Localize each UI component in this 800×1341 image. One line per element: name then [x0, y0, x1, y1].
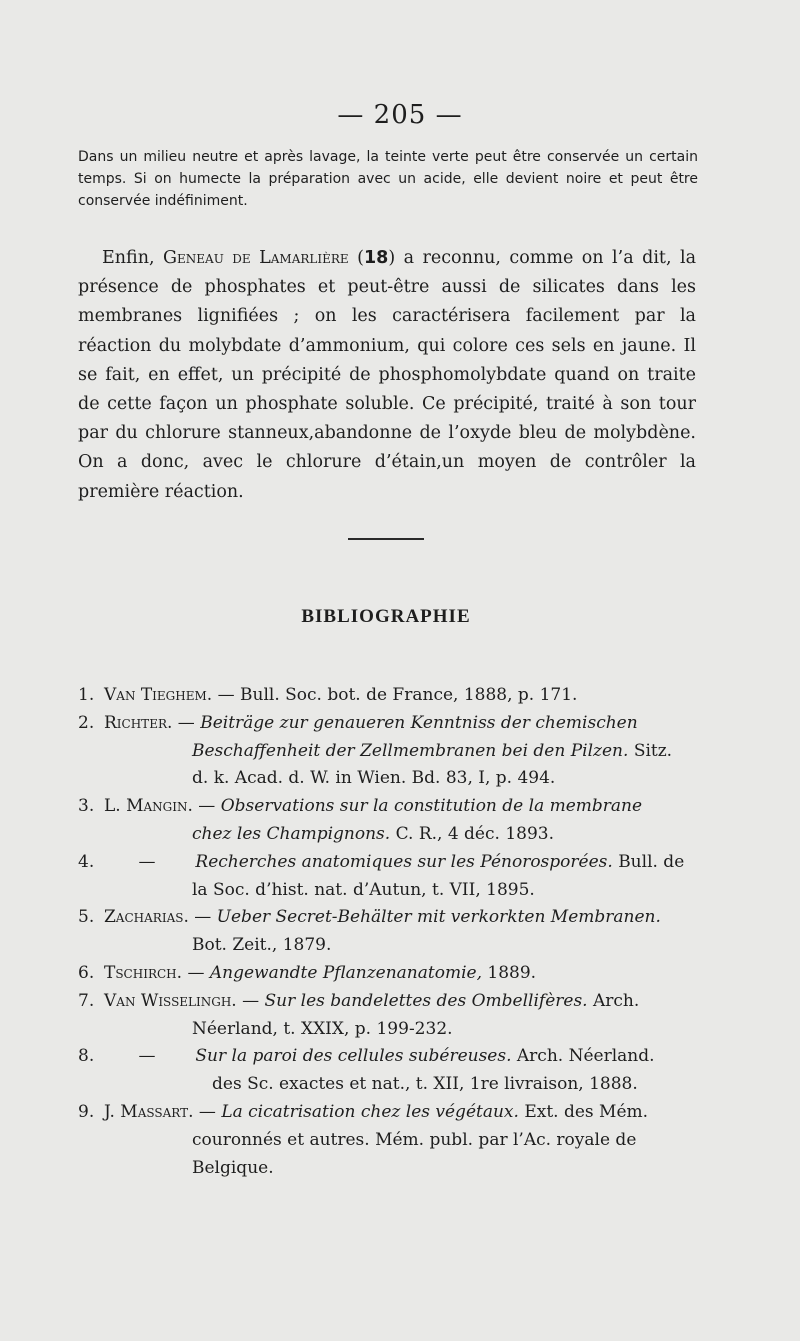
entry-number: 6.	[78, 962, 95, 983]
entry-title-continued: Beschaffenheit der Zellmembranen bei den Pilzen.	[192, 740, 629, 761]
entry-number: 4.	[78, 851, 95, 872]
entry-number: 3.	[78, 796, 95, 817]
entry-title-continued: chez les Champignons.	[192, 823, 391, 844]
entry-source: Bull. de	[618, 851, 685, 872]
bibliography-entry	[78, 1043, 698, 1099]
ref-close: )	[388, 248, 396, 268]
entry-separator: —	[236, 990, 265, 1011]
entry-author: Zacharias.	[104, 907, 189, 928]
entry-source: 1889.	[487, 962, 537, 983]
entry-source-continued: la Soc. d’hist. nat. d’Autun, t. VII, 1895.	[192, 879, 535, 900]
entry-title: Sur la paroi des cellules subéreuses.	[195, 1046, 512, 1067]
intro-paragraph: Dans un milieu neutre et après lavage, la teinte verte peut être conservée un certain temps. Si on humecte la préparation avec un acide, elle devient noire et peut être conservée indéfiniment.	[78, 149, 698, 209]
entry-title: Angewandte Pflanzenanatomie,	[209, 962, 482, 983]
entry-title: Observations sur la constitution de la membrane	[220, 796, 643, 817]
entry-author: L. Mangin.	[104, 796, 193, 817]
entry-author: Van Tieghem.	[104, 685, 213, 705]
main-paragraph-lead: Enfin,	[102, 248, 164, 268]
entry-title: Ueber Secret-Behälter mit verkorkten Membranen.	[216, 907, 661, 928]
entry-source: Bull. Soc. bot. de France, 1888, p. 171.	[240, 685, 578, 705]
entry-source-continued: Néerland, t. XXIX, p. 199-232.	[192, 1018, 453, 1039]
bibliography-entry	[78, 1099, 698, 1182]
entry-author: Van Wisselingh.	[104, 990, 237, 1011]
entry-source: C. R., 4 déc. 1893.	[395, 823, 554, 844]
entry-source: Sitz.	[633, 740, 673, 761]
bibliography-entry	[78, 904, 698, 960]
ref-open: (	[348, 248, 364, 268]
entry-separator: —	[188, 907, 217, 928]
entry-number: 9.	[78, 1101, 95, 1122]
bibliography-entry	[78, 849, 698, 905]
entry-title: Beiträge zur genaueren Kenntniss der chemischen	[200, 712, 638, 733]
entry-source: Arch.	[593, 990, 640, 1011]
entry-number: 7.	[78, 990, 95, 1011]
bibliography-entry	[78, 960, 698, 988]
entry-source-continued: d. k. Acad. d. W. in Wien. Bd. 83, I, p. 494.	[192, 768, 556, 789]
entry-source-continued: Belgique.	[192, 1157, 274, 1178]
entry-author-ditto: —	[138, 1046, 156, 1067]
entry-title: Recherches anatomiques sur les Pénorosporées.	[195, 851, 613, 872]
main-paragraph	[78, 244, 696, 507]
entry-author: Richter.	[104, 712, 173, 733]
entry-separator: —	[193, 1101, 222, 1122]
entry-author-ditto: —	[138, 851, 156, 872]
entry-number: 1.	[78, 685, 95, 705]
bibliography-heading: BIBLIOGRAPHIE	[301, 606, 471, 627]
section-divider	[348, 538, 424, 540]
bibliography-list	[78, 682, 698, 1182]
entry-number: 2.	[78, 712, 95, 733]
entry-source: Arch. Néerland.	[516, 1046, 655, 1067]
entry-title: Sur les bandelettes des Ombellifères.	[264, 990, 588, 1011]
reference-number: 18	[363, 248, 389, 268]
entry-number: 8.	[78, 1046, 95, 1067]
entry-source: Ext. des Mém.	[524, 1101, 649, 1122]
main-paragraph-body: a reconnu, comme on l’a dit, la présence de phosphates et peut-être aussi de silicates dans les membranes lignifiées ; on les caractérisera facilement par la réaction du molybdate d’ammonium, qui colore ces sels en jaune. Il se fait, en effet, un précipité de phosphomolybdate quand on traite de cette façon un phosphate soluble. Ce précipité, traité à son tour par du chlorure stanneux,abandonne de l’oxyde bleu de molybdène. On a donc, avec le chlorure d’étain,un moyen de contrôler la première réaction.	[78, 248, 697, 502]
bibliography-entry	[78, 988, 698, 1044]
bibliography-entry	[78, 682, 698, 710]
entry-source-continued: des Sc. exactes et nat., t. XII, 1re livraison, 1888.	[212, 1074, 638, 1095]
entry-separator: —	[192, 796, 221, 817]
entry-title: La cicatrisation chez les végétaux.	[221, 1101, 519, 1122]
bibliography-entry	[78, 710, 698, 793]
entry-source-continued: couronnés et autres. Mém. publ. par l’Ac. royale de	[192, 1129, 637, 1150]
entry-author: J. Massart.	[104, 1101, 194, 1122]
cited-author: Geneau de Lamarlière	[163, 248, 349, 268]
entry-number: 5.	[78, 907, 95, 928]
entry-separator: —	[212, 685, 240, 705]
entry-author: Tschirch.	[104, 962, 183, 983]
entry-separator: —	[172, 712, 201, 733]
entry-separator: —	[182, 962, 210, 983]
entry-source: Bot. Zeit., 1879.	[192, 935, 332, 956]
page-number: — 205 —	[337, 100, 463, 130]
bibliography-entry	[78, 793, 698, 849]
